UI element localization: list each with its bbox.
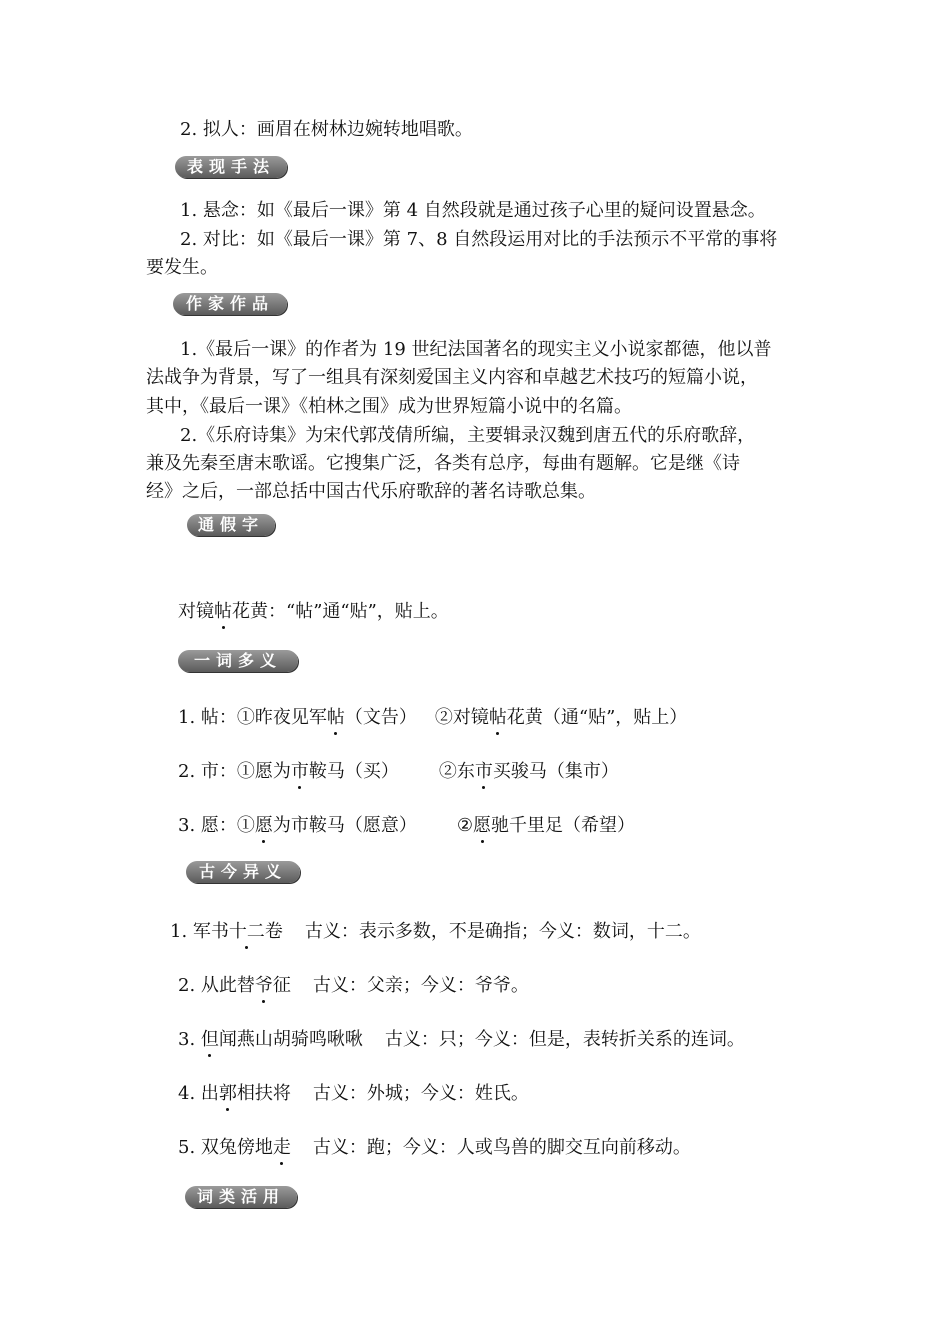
text: ①昨夜见军 [236,707,327,728]
emphasized-char: 但 [200,1029,219,1050]
polysemy-item-3 [178,814,635,838]
text: 花黄：“帖”通“贴”，贴上。 [232,601,449,622]
section-heading-polysemy: 一词多义 [178,650,298,672]
ancient-modern-item-5 [178,1136,691,1160]
text: ② [456,815,474,836]
meaning: 古义：只；今义：但是，表转折关系的连词。 [384,1029,745,1050]
text: 1. 军书 [170,921,229,942]
text: 3. [178,1029,201,1050]
text: 买骏马（集市） [492,761,619,782]
text: 4. 出 [178,1083,219,1104]
emphasized-char: 愿 [473,815,492,836]
expression-item-2-line-1: 2. 对比：如《最后一课》第 7、8 自然段运用对比的手法预示不平常的事将 [180,229,778,250]
text: （文告） [344,707,417,728]
section-heading-ancient-modern: 古今异义 [186,861,300,883]
text: ②东 [438,761,475,782]
section-heading-expression: 表现手法 [175,156,287,178]
emphasized-char: 走 [272,1137,291,1158]
text: 2. 从此替 [178,975,255,996]
author-item-2-line-2: 兼及先秦至唐末歌谣。它搜集广泛，各类有总序，每曲有题解。它是继《诗 [146,453,740,474]
emphasized-char: 愿 [254,815,273,836]
meaning: 古义：父亲；今义：爷爷。 [312,975,529,996]
meaning: 古义：外城；今义：姓氏。 [312,1083,529,1104]
author-item-1-line-2: 法战争为背景，写了一组具有深刻爱国主义内容和卓越艺术技巧的短篇小说， [146,367,758,388]
emphasized-char: 帖 [326,707,345,728]
ancient-modern-item-1 [170,920,701,944]
text: 卷 [264,921,283,942]
text: 闻燕山胡骑鸣啾啾 [218,1029,363,1050]
author-item-2-line-1: 2.《乐府诗集》为宋代郭茂倩所编，主要辑录汉魏到唐五代的乐府歌辞， [180,425,756,446]
text: 相扶将 [236,1083,291,1104]
expression-item-2-line-2: 要发生。 [146,257,218,278]
section-heading-tongjia: 通假字 [187,514,275,536]
ancient-modern-item-3 [178,1028,745,1052]
emphasized-char: 爷 [254,975,273,996]
text: 为市鞍马（愿意） [272,815,417,836]
text: ②对镜 [434,707,489,728]
ancient-modern-item-2 [178,974,529,998]
author-item-1-line-1: 1.《最后一课》的作者为 19 世纪法国著名的现实主义小说家都德，他以普 [180,339,772,360]
tongjia-item [178,600,449,624]
text: 征 [272,975,291,996]
text: ① [236,815,255,836]
ancient-modern-item-4 [178,1082,529,1106]
text: ①愿为 [236,761,291,782]
author-item-2-line-3: 经》之后，一部总括中国古代乐府歌辞的著名诗歌总集。 [146,481,596,502]
text: 对镜 [178,601,214,622]
expression-item-1: 1. 悬念：如《最后一课》第 4 自然段就是通过孩子心里的疑问设置悬念。 [180,200,766,221]
text: 5. 双兔傍地 [178,1137,273,1158]
polysemy-item-2 [178,760,619,784]
emphasized-char: 十二 [228,921,265,942]
item-number: 2. 市： [178,761,237,782]
meaning: 古义：表示多数，不是确指；今义：数词，十二。 [304,921,701,942]
emphasized-char: 帖 [488,707,507,728]
meaning: 古义：跑；今义：人或鸟兽的脚交互向前移动。 [312,1137,691,1158]
emphasized-char: 郭 [218,1083,237,1104]
item-number: 1. 帖： [178,707,237,728]
emphasized-char: 市 [474,761,493,782]
text: 鞍马（买） [308,761,399,782]
rhetoric-item-2: 2. 拟人：画眉在树林边婉转地唱歌。 [180,119,473,140]
section-heading-word-class: 词类活用 [185,1186,297,1208]
section-heading-author: 作家作品 [173,293,287,315]
author-item-1-line-3: 其中，《最后一课》《柏林之围》成为世界短篇小说中的名篇。 [146,396,632,417]
text: 驰千里足（希望） [491,815,636,836]
polysemy-item-1 [178,706,687,730]
item-number: 3. 愿： [178,815,237,836]
text: 花黄（通“贴”，贴上） [506,707,688,728]
emphasized-char: 市 [290,761,309,782]
emphasized-char: 帖 [214,601,232,622]
